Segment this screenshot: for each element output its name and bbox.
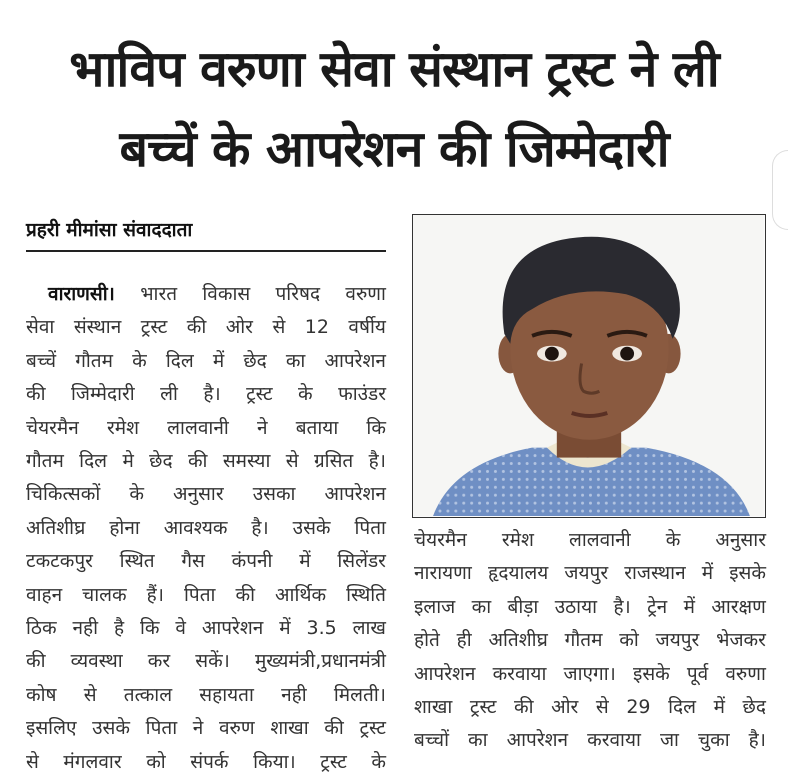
byline-divider xyxy=(26,250,386,252)
byline: प्रहरी मीमांसा संवाददाता xyxy=(26,219,193,241)
article-line: गौतम दिल मे छेद की समस्या से ग्रसित है। xyxy=(26,450,386,473)
article-line: इलाज का बीड़ा उठाया है। ट्रेन में आरक्षण xyxy=(414,595,766,618)
article-line: शाखा ट्रस्ट की ओर से 29 दिल में छेद xyxy=(414,696,766,719)
article-line: होते ही अतिशीघ्र गौतम को जयपुर भेजकर xyxy=(414,629,766,652)
boy-portrait-image xyxy=(413,215,764,516)
article-line: सेवा संस्थान ट्रस्ट की ओर से 12 वर्षीय xyxy=(26,316,386,339)
article-photo xyxy=(412,214,766,518)
article-line: ठिक नही है कि वे आपरेशन में 3.5 लाख xyxy=(26,617,386,640)
article-line: की व्यवस्था कर सकें। मुख्यमंत्री,प्रधानमंत्री xyxy=(26,650,386,673)
headline-line-2: बच्चें के आपरेशन की जिम्मेदारी xyxy=(119,120,669,178)
article-line: चिकित्सकों के अनुसार उसका आपरेशन xyxy=(26,483,386,506)
article-line: कोष से तत्काल सहायता नही मिलती। xyxy=(26,683,386,706)
dateline: वाराणसी। xyxy=(48,283,115,305)
article-line: इसलिए उसके पिता ने वरुण शाखा की ट्रस्ट xyxy=(26,717,386,740)
article-line: बच्चें गौतम के दिल में छेद का आपरेशन xyxy=(26,349,386,372)
article-line: की जिम्मेदारी ली है। ट्रस्ट के फाउंडर xyxy=(26,383,386,406)
article-line: टकटकपुर स्थित गैस कंपनी में सिलेंडर xyxy=(26,550,386,573)
article-line: आपरेशन करवाया जाएगा। इसके पूर्व वरुणा xyxy=(414,662,766,685)
article-line: चेयरमैन रमेश लालवानी ने बताया कि xyxy=(26,416,386,439)
article-line: चेयरमैन रमेश लालवानी के अनुसार xyxy=(414,529,766,551)
headline-line-1: भाविप वरुणा सेवा संस्थान ट्रस्ट ने ली xyxy=(69,40,719,98)
article-line: वाहन चालक हैं। पिता की आर्थिक स्थिति xyxy=(26,583,386,606)
article-line: से मंगलवार को संपर्क किया। ट्रस्ट के xyxy=(26,750,386,773)
article-line: नारायणा हृदयालय जयपुर राजस्थान में इसके xyxy=(414,562,766,585)
article-line: अतिशीघ्र होना आवश्यक है। उसके पिता xyxy=(26,516,386,539)
article-column-left xyxy=(26,278,386,779)
article-line: वाराणसी। भारत विकास परिषद वरुणा xyxy=(26,278,386,311)
article-column-right xyxy=(414,524,766,758)
article-line: बच्चों का आपरेशन करवाया जा चुका है। xyxy=(414,729,766,752)
page-edge-circle xyxy=(772,150,788,230)
